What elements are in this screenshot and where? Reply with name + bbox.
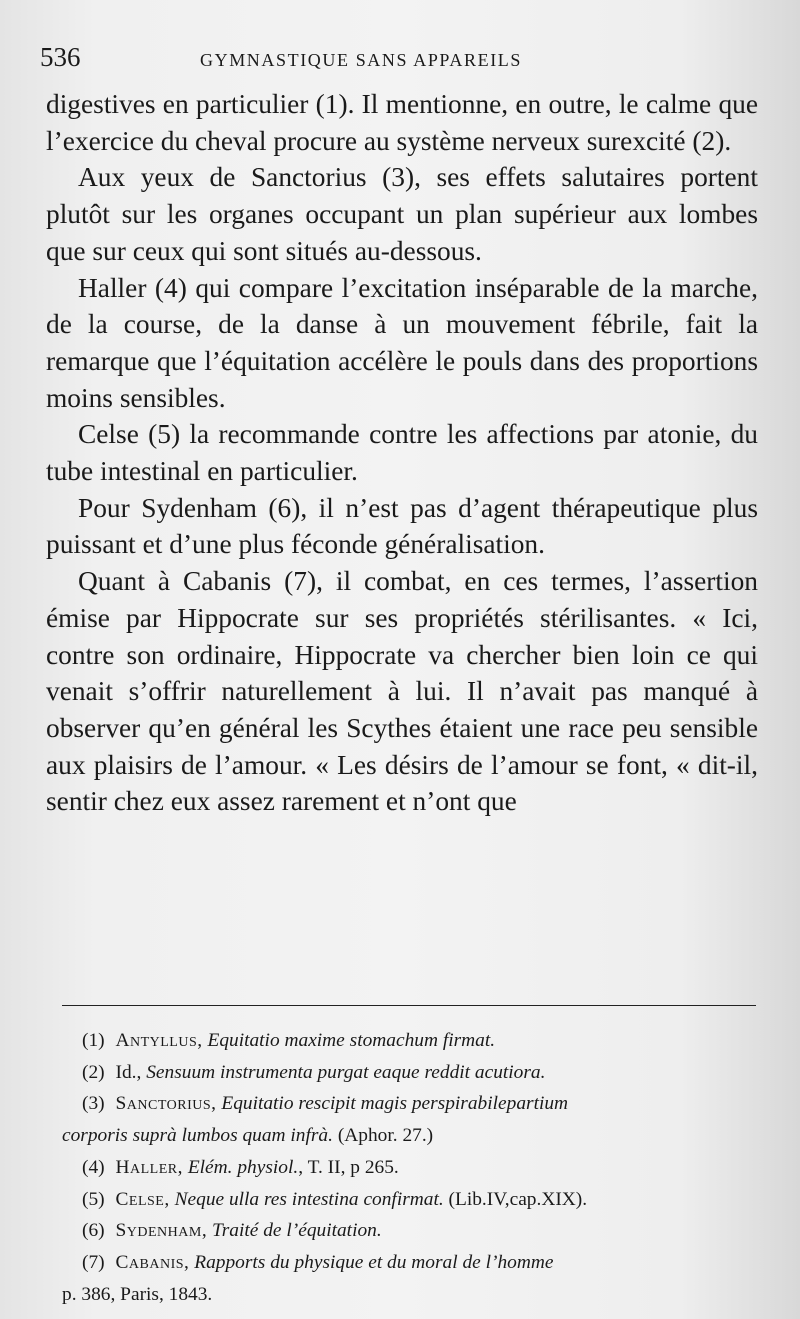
- footnote: [62, 1247, 762, 1279]
- footnote-divider: [62, 1005, 756, 1006]
- footnote: [62, 1088, 762, 1120]
- footnote-reference: (Aphor. 27.): [332, 1125, 434, 1147]
- paragraph: Haller (4) qui compare l’excitation inséparable de la marche, de la course, de la danse à un mouvement fébrile, fait la remarque que l’équitation accélère le pouls dans des proportions moins sensibles.: [46, 272, 758, 413]
- footnotes: [62, 1025, 762, 1310]
- footnote-title-continued: corporis suprà lumbos quam infrà.: [62, 1125, 333, 1147]
- running-title: GYMNASTIQUE SANS APPAREILS: [200, 50, 522, 70]
- footnote-continuation: [62, 1120, 762, 1152]
- footnote-title: Elém. physiol.: [187, 1156, 299, 1178]
- footnote-reference: , T. II, p 265.: [298, 1156, 399, 1178]
- footnote-title: Equitatio maxime stomachum firmat.: [207, 1030, 496, 1051]
- footnote-author: Celse,: [115, 1188, 170, 1210]
- footnote-author: Sydenham,: [115, 1220, 208, 1242]
- footnote-author: Cabanis,: [115, 1251, 190, 1273]
- footnote-author: Antyllus,: [115, 1030, 203, 1051]
- footnote-author: Haller,: [115, 1156, 183, 1178]
- footnote-title: Sensuum instrumenta purgat eaque reddit acutiora.: [146, 1061, 546, 1083]
- footnote-reference: (Lib.IV,cap.XIX).: [443, 1188, 588, 1210]
- footnote: [62, 1152, 762, 1184]
- footnote-title: Traité de l’équitation.: [212, 1220, 382, 1242]
- paragraph: Aux yeux de Sanctorius (3), ses effets salutaires portent plutôt sur les organes occupant un plan supérieur aux lombes que sur ceux qui sont situés au-dessous.: [46, 162, 758, 266]
- footnote-author: Id.,: [115, 1061, 142, 1083]
- footnote-number: (4): [82, 1156, 105, 1178]
- footnote: [62, 1184, 762, 1216]
- footnote-title: Equitatio rescipit magis perspirabilepartium: [221, 1093, 569, 1115]
- footnote-number: (5): [82, 1188, 105, 1210]
- paragraph: Pour Sydenham (6), il n’est pas d’agent thérapeutique plus puissant et d’une plus féconde généralisation.: [46, 492, 758, 560]
- page-number: 536: [40, 42, 81, 72]
- footnote: [62, 1215, 762, 1247]
- footnote-author: Sanctorius,: [115, 1093, 217, 1115]
- footnote: [62, 1025, 762, 1057]
- footnote-title: Rapports du physique et du moral de l’homme: [194, 1251, 554, 1273]
- main-text: [46, 86, 758, 820]
- footnote-reference: p. 386, Paris, 1843.: [62, 1283, 213, 1305]
- paragraph: digestives en particulier (1). Il mentionne, en outre, le calme que l’exercice du cheval procure au système nerveux surexcité (2).: [46, 89, 758, 156]
- footnote-number: (6): [82, 1220, 105, 1242]
- footnote: [62, 1057, 762, 1089]
- footnote-title: Neque ulla res intestina confirmat.: [174, 1188, 444, 1210]
- footnote-continuation: [62, 1279, 762, 1311]
- footnote-number: (2): [82, 1061, 105, 1083]
- footnote-number: (7): [82, 1251, 105, 1273]
- page-header: [40, 42, 760, 82]
- footnote-number: (3): [82, 1093, 105, 1115]
- paragraph: Celse (5) la recommande contre les affections par atonie, du tube intestinal en particulier.: [46, 419, 758, 487]
- footnote-number: (1): [82, 1030, 105, 1051]
- paragraph: Quant à Cabanis (7), il combat, en ces termes, l’assertion émise par Hippocrate sur ses propriétés stérilisantes. « Ici, contre son ordinaire, Hippocrate va chercher bien loin ce qui venait s’offrir naturellement à lui. Il n’avait pas manqué à observer qu’en général les Scythes étaient une race peu sensible aux plaisirs de l’amour. « Les désirs de l’amour se font, « dit-il, sentir chez eux assez rarement et n’ont que: [46, 566, 758, 817]
